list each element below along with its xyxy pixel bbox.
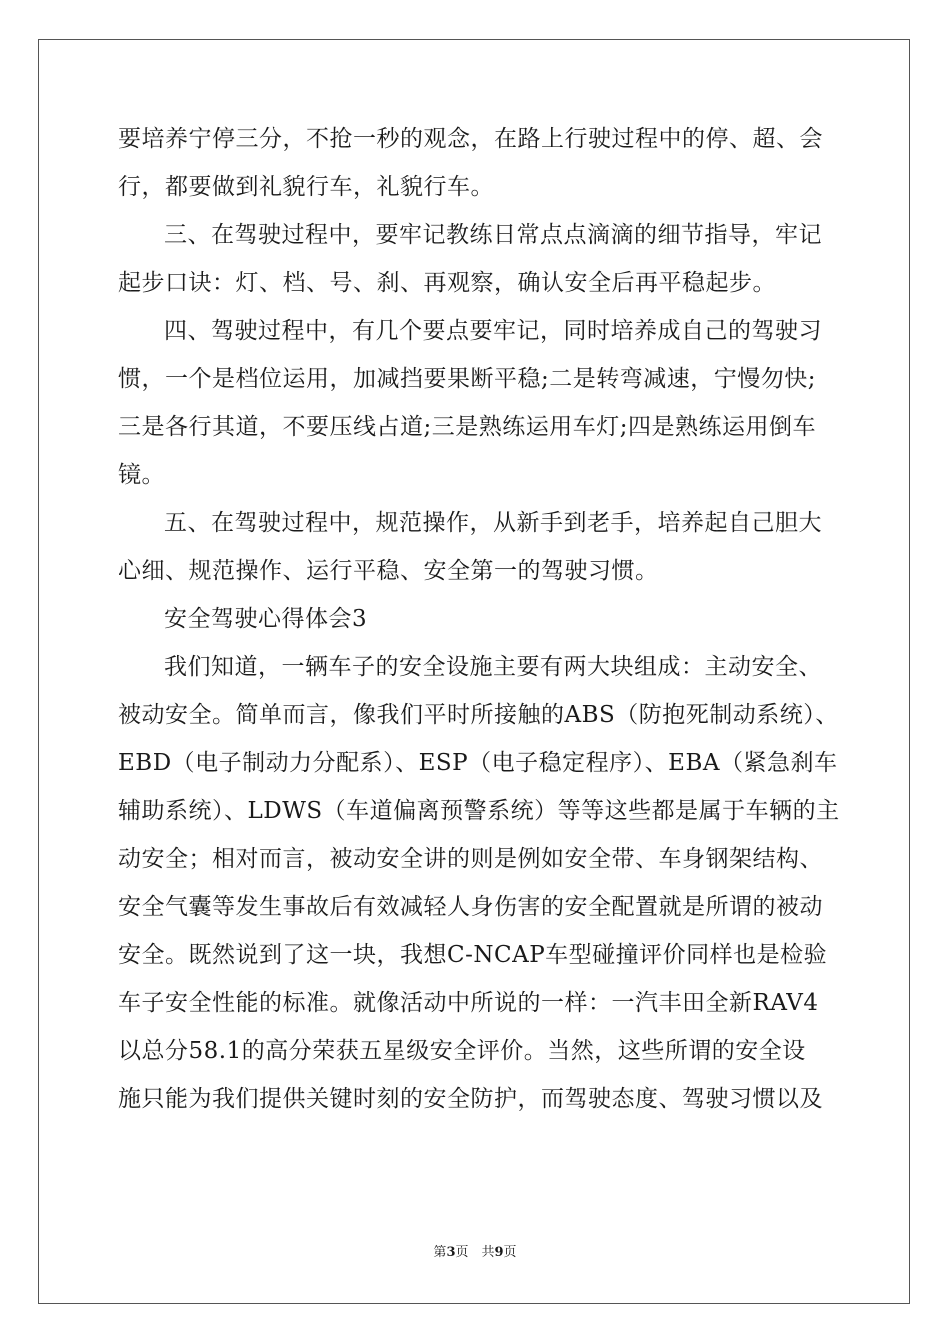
- paragraph-line: 起步口诀：灯、档、号、刹、再观察，确认安全后再平稳起步。: [118, 270, 776, 296]
- paragraph-line: 车子安全性能的标准。就像活动中所说的一样：一汽丰田全新RAV4: [118, 990, 819, 1016]
- paragraph-line: 动安全；相对而言，被动安全讲的则是例如安全带、车身钢架结构、: [118, 846, 823, 872]
- page-total: 9: [494, 1245, 504, 1260]
- section-heading: 安全驾驶心得体会3: [164, 606, 368, 632]
- paragraph-line: 要培养宁停三分，不抢一秒的观念，在路上行驶过程中的停、超、会: [118, 126, 823, 152]
- paragraph-line: 被动安全。简单而言，像我们平时所接触的ABS（防抱死制动系统）、: [118, 702, 839, 728]
- page-prefix: 第: [433, 1245, 447, 1260]
- page-number: [0, 1245, 950, 1261]
- paragraph-line: 三、在驾驶过程中，要牢记教练日常点点滴滴的细节指导，牢记: [164, 222, 822, 248]
- page-mid: 页 共: [455, 1245, 495, 1260]
- paragraph-line: 施只能为我们提供关键时刻的安全防护，而驾驶态度、驾驶习惯以及: [118, 1086, 823, 1112]
- paragraph-line: 安全。既然说到了这一块，我想C-NCAP车型碰撞评价同样也是检验: [118, 942, 828, 968]
- paragraph-line: 行，都要做到礼貌行车，礼貌行车。: [118, 174, 494, 200]
- paragraph-line: 我们知道，一辆车子的安全设施主要有两大块组成：主动安全、: [164, 654, 822, 680]
- paragraph-line: 心细、规范操作、运行平稳、安全第一的驾驶习惯。: [118, 558, 659, 584]
- paragraph-line: 安全气囊等发生事故后有效减轻人身伤害的安全配置就是所谓的被动: [118, 894, 823, 920]
- paragraph-line: 辅助系统）、LDWS（车道偏离预警系统）等等这些都是属于车辆的主: [118, 798, 840, 824]
- paragraph-line: 以总分58.1的高分荣获五星级安全评价。当然，这些所谓的安全设: [118, 1038, 806, 1064]
- paragraph-line: 四、驾驶过程中，有几个要点要牢记，同时培养成自己的驾驶习: [164, 318, 822, 344]
- paragraph-line: 惯，一个是档位运用，加减挡要果断平稳;二是转弯减速，宁慢勿快;: [118, 366, 816, 392]
- paragraph-line: 三是各行其道，不要压线占道;三是熟练运用车灯;四是熟练运用倒车: [118, 414, 816, 440]
- paragraph-line: 五、在驾驶过程中，规范操作，从新手到老手，培养起自己胆大: [164, 510, 822, 536]
- page-current: 3: [446, 1245, 456, 1260]
- page-suffix: 页: [503, 1245, 517, 1260]
- paragraph-line: 镜。: [118, 462, 165, 488]
- paragraph-line: EBD（电子制动力分配系）、ESP（电子稳定程序）、EBA（紧急刹车: [118, 750, 838, 776]
